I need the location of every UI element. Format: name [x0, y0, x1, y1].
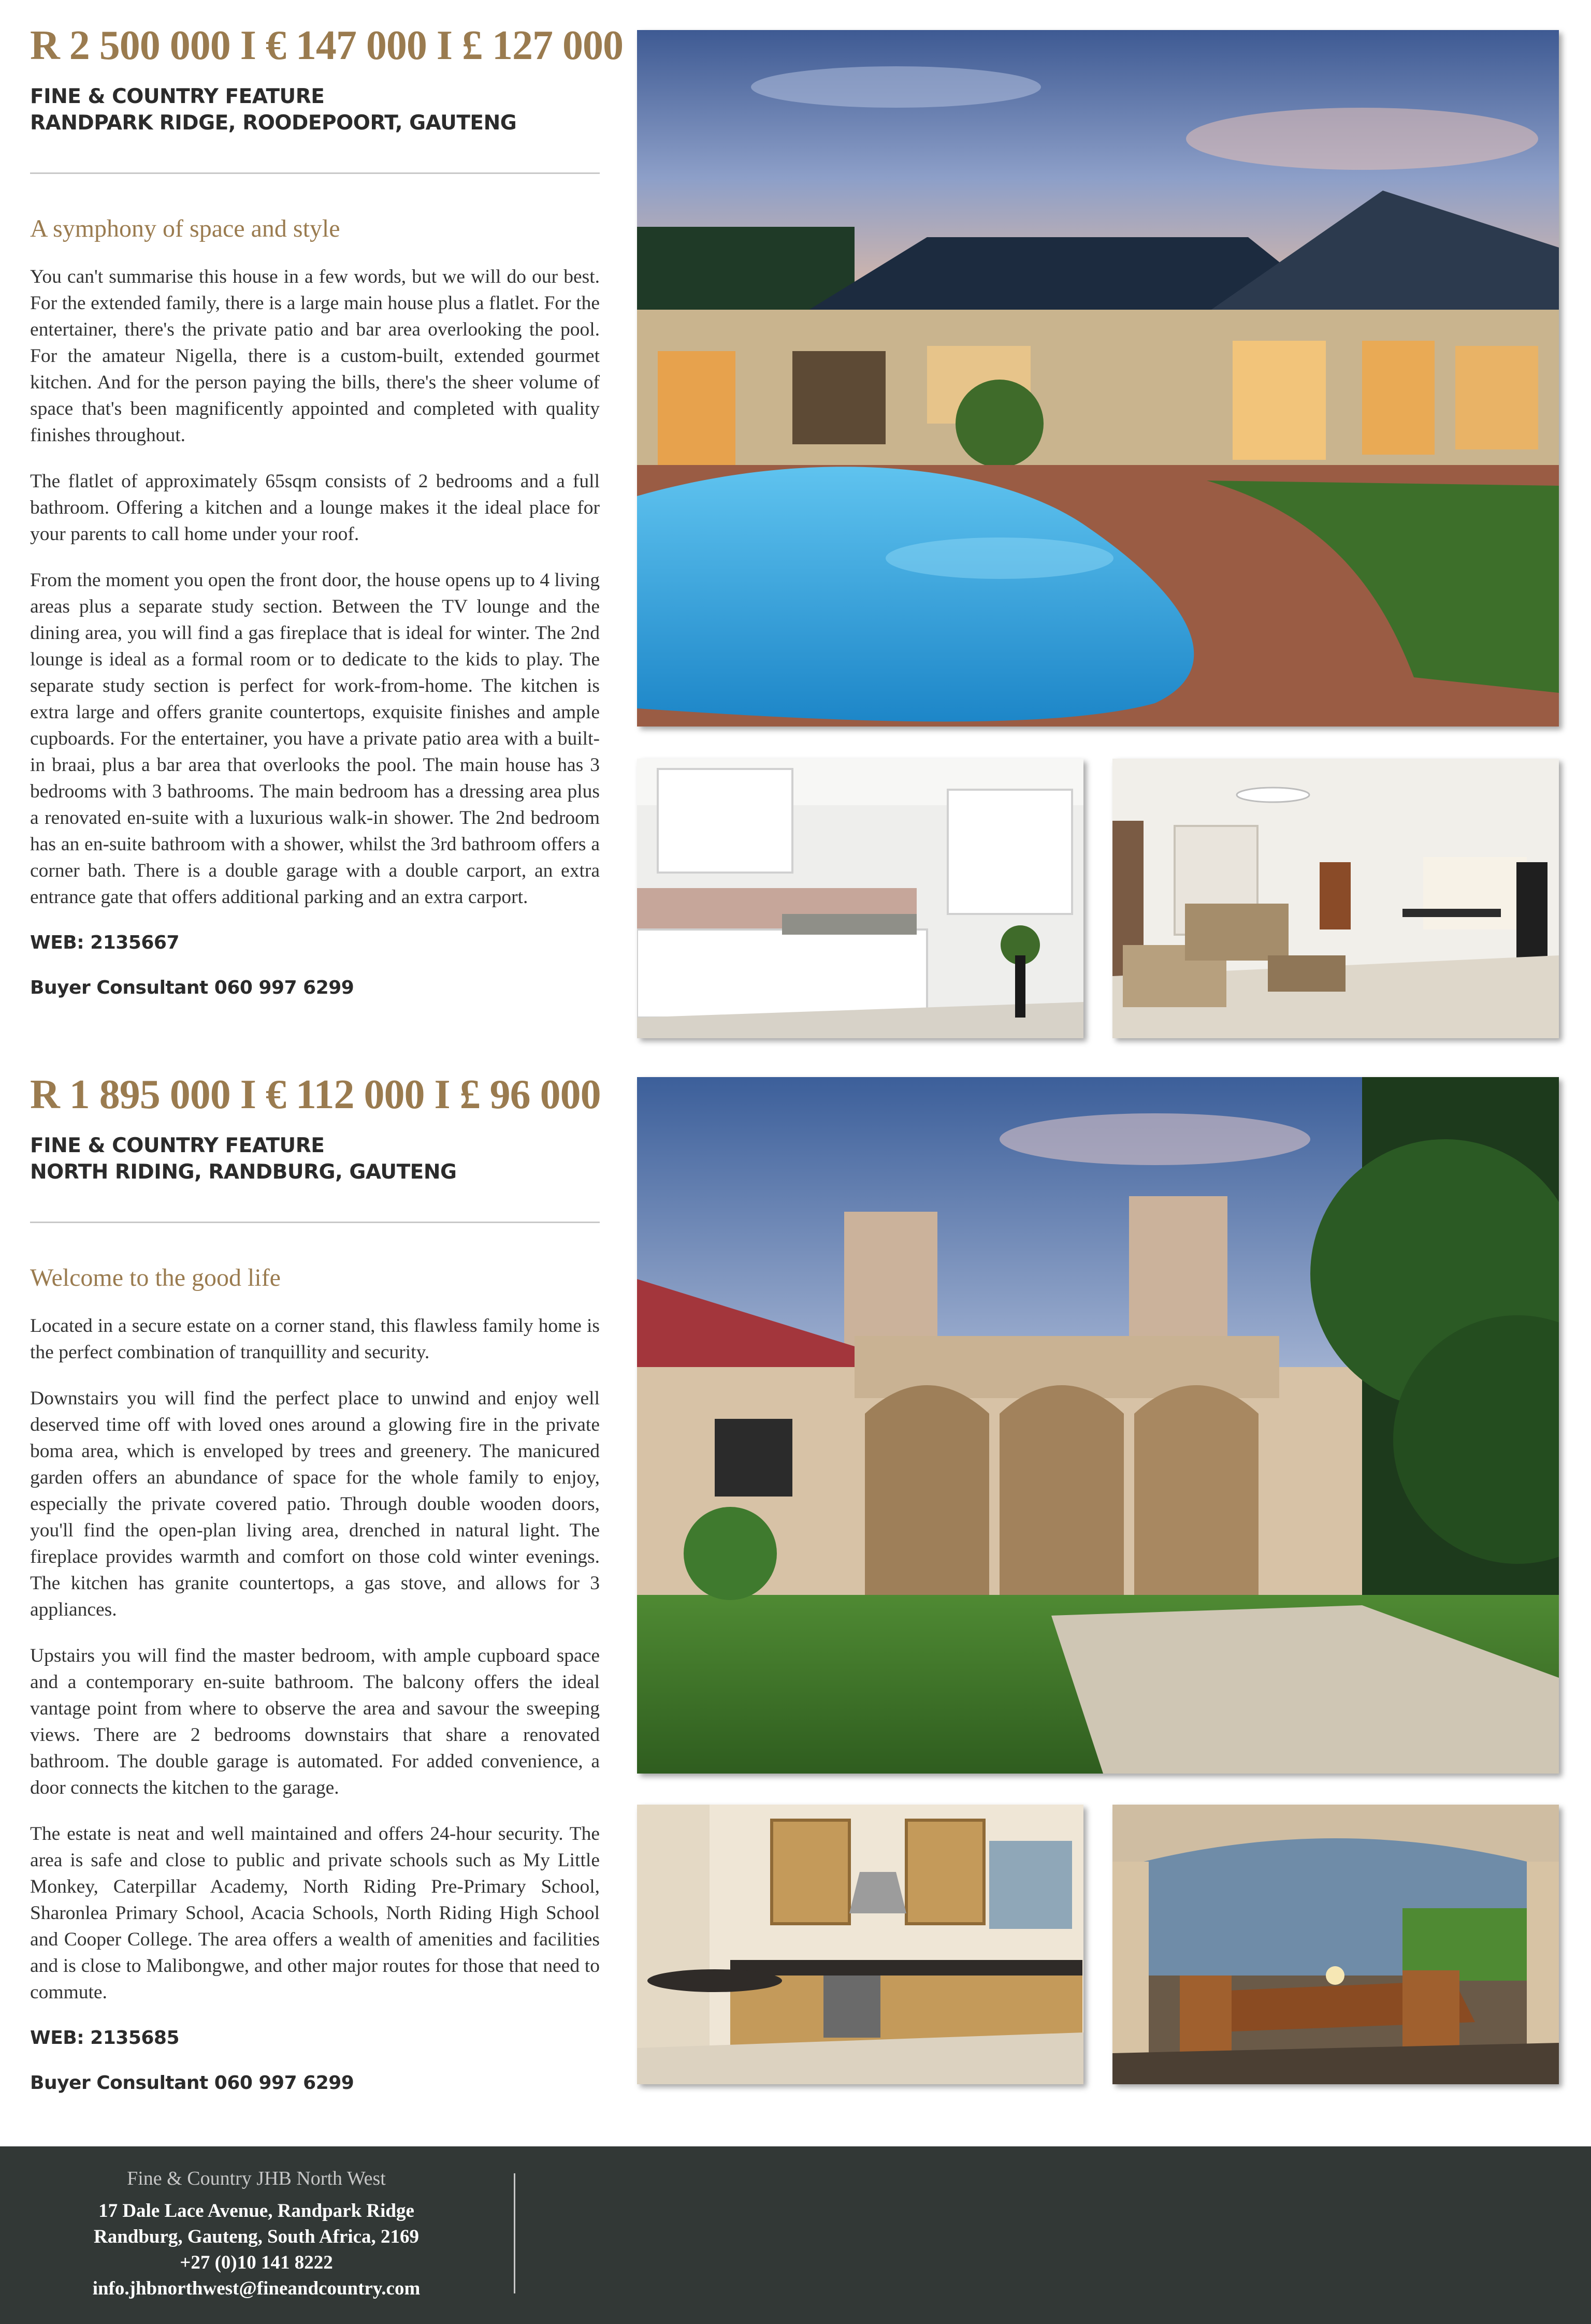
photo-kitchen — [637, 1805, 1083, 2084]
photo-patio-dining — [1112, 1805, 1559, 2084]
section-divider — [30, 172, 600, 174]
listing-text-column — [30, 1074, 600, 2094]
footer-divider — [514, 2173, 515, 2293]
section-divider — [30, 1222, 600, 1223]
description-paragraph: The estate is neat and well maintained and offers 24-hour security. The area is safe and close to public and private schools such as My Little Monkey, Caterpillar Academy, North Riding Pre-Primary School, Sharonlea Primary School, Acacia Schools, North Riding High School and Cooper College. The area offers a wealth of amenities and facilities and is close to Malibongwe, and other major routes for those that need to commute. — [30, 1823, 600, 2003]
photo-exterior-pool — [637, 30, 1559, 727]
office-contact — [31, 2167, 482, 2302]
office-address-line: 17 Dale Lace Avenue, Randpark Ridge — [98, 2200, 414, 2221]
office-name: Fine & Country JHB North West — [127, 2168, 386, 2189]
listing-location: NORTH RIDING, RANDBURG, GAUTENG — [30, 1160, 457, 1184]
buyer-consultant: Buyer Consultant 060 997 6299 — [30, 2072, 354, 2094]
description-paragraph: Upstairs you will find the master bedroom, with ample cupboard space and a contemporary en-suite bathroom. The balcony offers the ideal vantage point from where to observe the area and savour the sweeping views. There are 2 bedrooms downstairs that share a renovated bathroom. The double garage is automated. For added convenience, a door connects the kitchen to the garage. — [30, 1645, 600, 1799]
photo-kitchen — [637, 759, 1083, 1038]
office-phone: +27 (0)10 141 8222 — [180, 2252, 333, 2273]
feature-label: FINE & COUNTRY FEATURE — [30, 1134, 325, 1157]
office-email[interactable]: info.jhbnorthwest@fineandcountry.com — [92, 2277, 421, 2299]
office-footer — [0, 2146, 1591, 2324]
office-address-line: Randburg, Gauteng, South Africa, 2169 — [93, 2226, 420, 2247]
web-reference: WEB: 2135667 — [30, 932, 180, 954]
description-paragraph: Located in a secure estate on a corner stand, this flawless family home is the perfect combination of tranquillity and security. — [30, 1315, 600, 1363]
web-reference: WEB: 2135685 — [30, 2027, 180, 2049]
photo-exterior-patio — [637, 1077, 1559, 1774]
buyer-consultant: Buyer Consultant 060 997 6299 — [30, 977, 354, 999]
listing-price: R 1 895 000 I € 112 000 I £ 96 000 — [30, 1072, 601, 1117]
listing-price: R 2 500 000 I € 147 000 I £ 127 000 — [30, 23, 624, 68]
description-paragraph: Downstairs you will find the perfect place to unwind and enjoy well deserved time off with loved ones around a glowing fire in the private boma area, which is enveloped by trees and greenery. The manicured garden offers an abundance of space for the whole family to enjoy, especially the private covered patio. Through double wooden doors, you'll find the open-plan living area, drenched in natural light. The fireplace provides warmth and comfort on those cold winter evenings. The kitchen has granite countertops, a gas stove, and allows for 3 appliances. — [30, 1388, 600, 1621]
description-paragraph: From the moment you open the front door, the house opens up to 4 living areas plus a separate study section. Between the TV lounge and the dining area, you will find a gas fireplace that is ideal for winter. The 2nd lounge is ideal as a formal room or to dedicate to the kids to play. The separate study section is perfect for work-from-home. The kitchen is extra large and offers granite countertops, exquisite finishes and ample cupboards. For the entertainer, you have a private patio area with a built-in braai, plus a bar area that overlooks the pool. The main house has 3 bedrooms with 3 bathrooms. The main bedroom has a dressing area plus a renovated en-suite with a luxurious walk-in shower. The 2nd bedroom has an en-suite bathroom with a shower, whilst the 3rd bathroom offers a corner bath. There is a double garage with a double carport, an extra entrance gate that offers additional parking and an extra carport. — [30, 570, 600, 908]
description-paragraph: The flatlet of approximately 65sqm consists of 2 bedrooms and a full bathroom. Offering a kitchen and a lounge makes it the ideal place for your parents to call home under your roof. — [30, 471, 600, 545]
listing-text-column — [30, 23, 624, 999]
photo-lounge — [1112, 759, 1559, 1038]
description-paragraph: You can't summarise this house in a few words, but we will do our best. For the extended family, there is a large main house plus a flatlet. For the entertainer, there's the private patio and bar area overlooking the pool. For the amateur Nigella, there is a custom-built, extended gourmet kitchen. And for the person paying the bills, there's the sheer volume of space that's been magnificently appointed and completed with quality finishes throughout. — [30, 266, 600, 446]
listing-headline: Welcome to the good life — [30, 1264, 281, 1292]
feature-label: FINE & COUNTRY FEATURE — [30, 85, 325, 108]
listing-location: RANDPARK RIDGE, ROODEPOORT, GAUTENG — [30, 111, 517, 135]
listing-headline: A symphony of space and style — [30, 215, 340, 243]
